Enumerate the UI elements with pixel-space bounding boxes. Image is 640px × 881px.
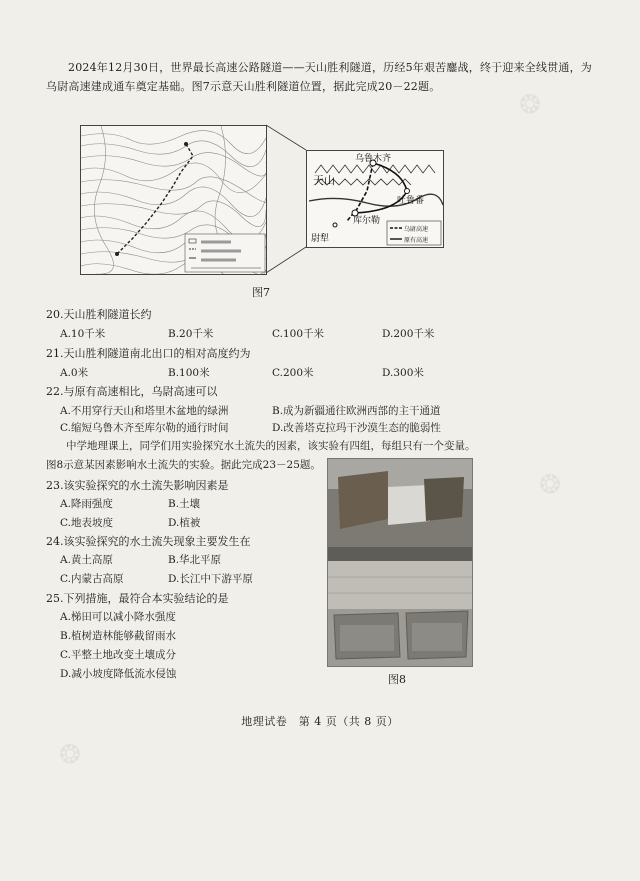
legend-original: 原有高速 (404, 237, 429, 244)
question-23-option-c: C.地表坡度 (60, 517, 113, 529)
watermark: ❂ (513, 86, 549, 124)
question-22-stem: 22.与原有高速相比，乌尉高速可以 (46, 385, 218, 398)
question-23-stem: 23.该实验探究的水土流失影响因素是 (46, 479, 229, 492)
place-tianshan: 天山 (313, 174, 335, 187)
experiment-photo-drawing (328, 459, 472, 666)
question-20-option-d: D.200千米 (382, 328, 435, 340)
question-22-option-c: C.缩短乌鲁木齐至库尔勒的通行时间 (60, 422, 229, 434)
question-25-stem: 25.下列措施，最符合本实验结论的是 (46, 592, 229, 605)
figure-7-caption: 图7 (252, 286, 270, 299)
question-21-option-a: A.0米 (60, 367, 89, 379)
question-24-option-c: C.内蒙古高原 (60, 573, 124, 585)
experiment-intro-line1: 中学地理课上，同学们用实验探究水土流失的因素，该实验有四组，每组只有一个变量。 (66, 440, 476, 452)
question-23-option-b: B.土壤 (168, 498, 201, 510)
question-24-option-b: B.华北平原 (168, 554, 222, 566)
question-23-option-d: D.植被 (168, 517, 201, 529)
place-turpan: 吐鲁番 (397, 196, 425, 206)
question-20-option-b: B.20千米 (168, 328, 214, 340)
question-24-stem: 24.该实验探究的水土流失现象主要发生在 (46, 535, 251, 548)
question-22-option-d: D.改善塔克拉玛干沙漠生态的脆弱性 (272, 422, 441, 434)
experiment-intro-line2: 图8示意某因素影响水土流失的实验。据此完成23－25题。 (46, 459, 321, 471)
question-21-option-d: D.300米 (382, 367, 424, 379)
watermark: ❂ (533, 466, 569, 504)
question-21-option-b: B.100米 (168, 367, 210, 379)
place-korla: 库尔勒 (353, 216, 381, 226)
page-footer: 地理试卷 第 4 页（共 8 页） (241, 715, 399, 728)
question-23-option-a: A.降雨强度 (60, 498, 113, 510)
place-yuli: 尉犁 (311, 234, 330, 244)
question-24-option-a: A.黄土高原 (60, 554, 113, 566)
question-25-option-c: C.平整土地改变土壤成分 (60, 649, 176, 661)
question-20-option-c: C.100千米 (272, 328, 325, 340)
question-24-option-d: D.长江中下游平原 (168, 573, 253, 585)
location-map-drawing (307, 151, 443, 247)
question-20-stem: 20.天山胜利隧道长约 (46, 308, 152, 321)
question-20-option-a: A.10千米 (60, 328, 106, 340)
location-map (306, 150, 444, 248)
question-22-option-b: B.成为新疆通往欧洲西部的主干通道 (272, 405, 441, 417)
question-25-option-a: A.梯田可以减小降水强度 (60, 611, 176, 623)
place-urumqi: 乌鲁木齐 (355, 154, 392, 164)
question-25-option-b: B.植树造林能够截留雨水 (60, 630, 177, 642)
question-25-option-d: D.减小坡度降低流水侵蚀 (60, 668, 177, 680)
watermark: ❂ (53, 736, 89, 774)
question-22-option-a: A.不用穿行天山和塔里木盆地的绿洲 (60, 405, 229, 417)
question-21-stem: 21.天山胜利隧道南北出口的相对高度约为 (46, 347, 251, 360)
figure-8-caption: 图8 (388, 673, 406, 686)
legend-highway: 乌尉高速 (404, 226, 429, 233)
passage-intro: 2024年12月30日，世界最长高速公路隧道——天山胜利隧道，历经5年艰苦鏖战，终于迎来全线贯通，为乌尉高速建成通车奠定基础。图7示意天山胜利隧道位置，据此完成20－22题。 (46, 61, 592, 93)
question-21-option-c: C.200米 (272, 367, 314, 379)
experiment-photo (327, 458, 473, 667)
